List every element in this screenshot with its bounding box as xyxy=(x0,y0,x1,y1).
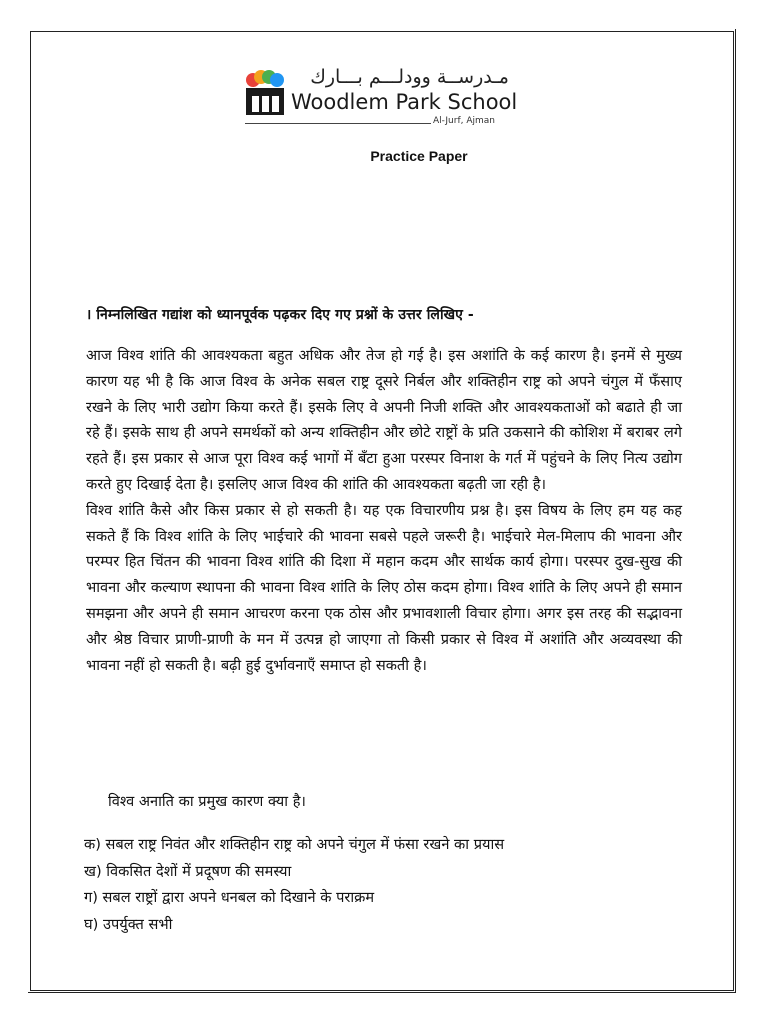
school-name: Woodlem Park School xyxy=(291,90,518,114)
passage xyxy=(86,343,682,678)
school-logo-icon xyxy=(245,70,285,116)
passage-paragraph-2: विश्व शांति कैसे और किस प्रकार से हो सकती है। यह एक विचारणीय प्रश्न है। इस विषय के लिए हम यह कह सकते हैं कि विश्व शांति के लिए भाईचारे की भावना सबसे पहले जरूरी है। भाईचारे मेल-मिलाप की भावना और परम्पर हित चिंतन की भावना विश्व शांति की दिशा में महान कदम और सार्थक कार्य होगा। परस्पर दुख-सुख की भावना और कल्याण स्थापना की भावना विश्व शांति के लिए ठोस कदम होगा। विश्व शांति के लिए अपने ही समान समझना और अपने ही समान आचरण करना एक ठोस और प्रभावशाली विचार होगा। अगर इस तरह की सद्भावना और श्रेष्ठ विचार प्राणी-प्राणी के मन में उत्पन्न हो जाएगा तो किसी प्रकार से विश्व में अशांति और अव्यवस्था की भावना नहीं हो सकती है। बढ़ी हुई दुर्भावनाएँ समाप्त हो सकती है। xyxy=(86,501,682,674)
passage-paragraph-1: आज विश्व शांति की आवश्यकता बहुत अधिक और तेज हो गई है। इस अशांति के कई कारण है। इनमें से मुख्य कारण यह भी है कि आज विश्व के अनेक सबल राष्ट्र दूसरे निर्बल और शक्तिहीन राष्ट्र को अपने चंगुल में फँसाए रखने के लिए भारी उद्योग किया करते हैं। इसके लिए वे अपनी निजी शक्ति और आवश्यकताओं को बढाते ही जा रहे हैं। इसके साथ ही अपने समर्थकों को अन्य शक्तिहीन और छोटे राष्ट्रों के प्रति उकसाने की कोशिश में बराबर लगे रहते हैं। इस प्रकार से आज पूरा विश्व कई भागों में बँटा हुआ परस्पर विनाश के गर्त में पहुंचने के लिए नित्य उद्योग करते हुए दिखाई देता है। इसलिए आज विश्व की शांति की आवश्यकता बढ़ती जा रही है। xyxy=(86,347,682,493)
option-a[interactable]: क) सबल राष्ट्र निवंत और शक्तिहीन राष्ट्र को अपने चंगुल में फंसा रखने का प्रयास xyxy=(84,836,505,853)
instruction-heading: । निम्नलिखित गद्यांश को ध्यानपूर्वक पढ़कर दिए गए प्रश्नों के उत्तर लिखिए - xyxy=(86,307,474,323)
page-title: Practice Paper xyxy=(370,148,468,164)
option-b[interactable]: ख) विकसित देशों में प्रदूषण की समस्या xyxy=(84,862,292,880)
school-location: Al-Jurf, Ajman xyxy=(433,116,495,126)
logo-divider xyxy=(245,123,431,124)
option-d[interactable]: घ) उपर्युक्त सभी xyxy=(84,915,173,933)
question-text: विश्व अनाति का प्रमुख कारण क्या है। xyxy=(108,793,306,810)
school-name-arabic: مـدرســة وودلـــم بـــارك xyxy=(310,66,509,88)
option-c[interactable]: ग) सबल राष्ट्रों द्वारा अपने धनबल को दिखाने के पराक्रम xyxy=(84,889,375,906)
answer-options xyxy=(84,832,504,938)
school-logo xyxy=(245,66,518,130)
